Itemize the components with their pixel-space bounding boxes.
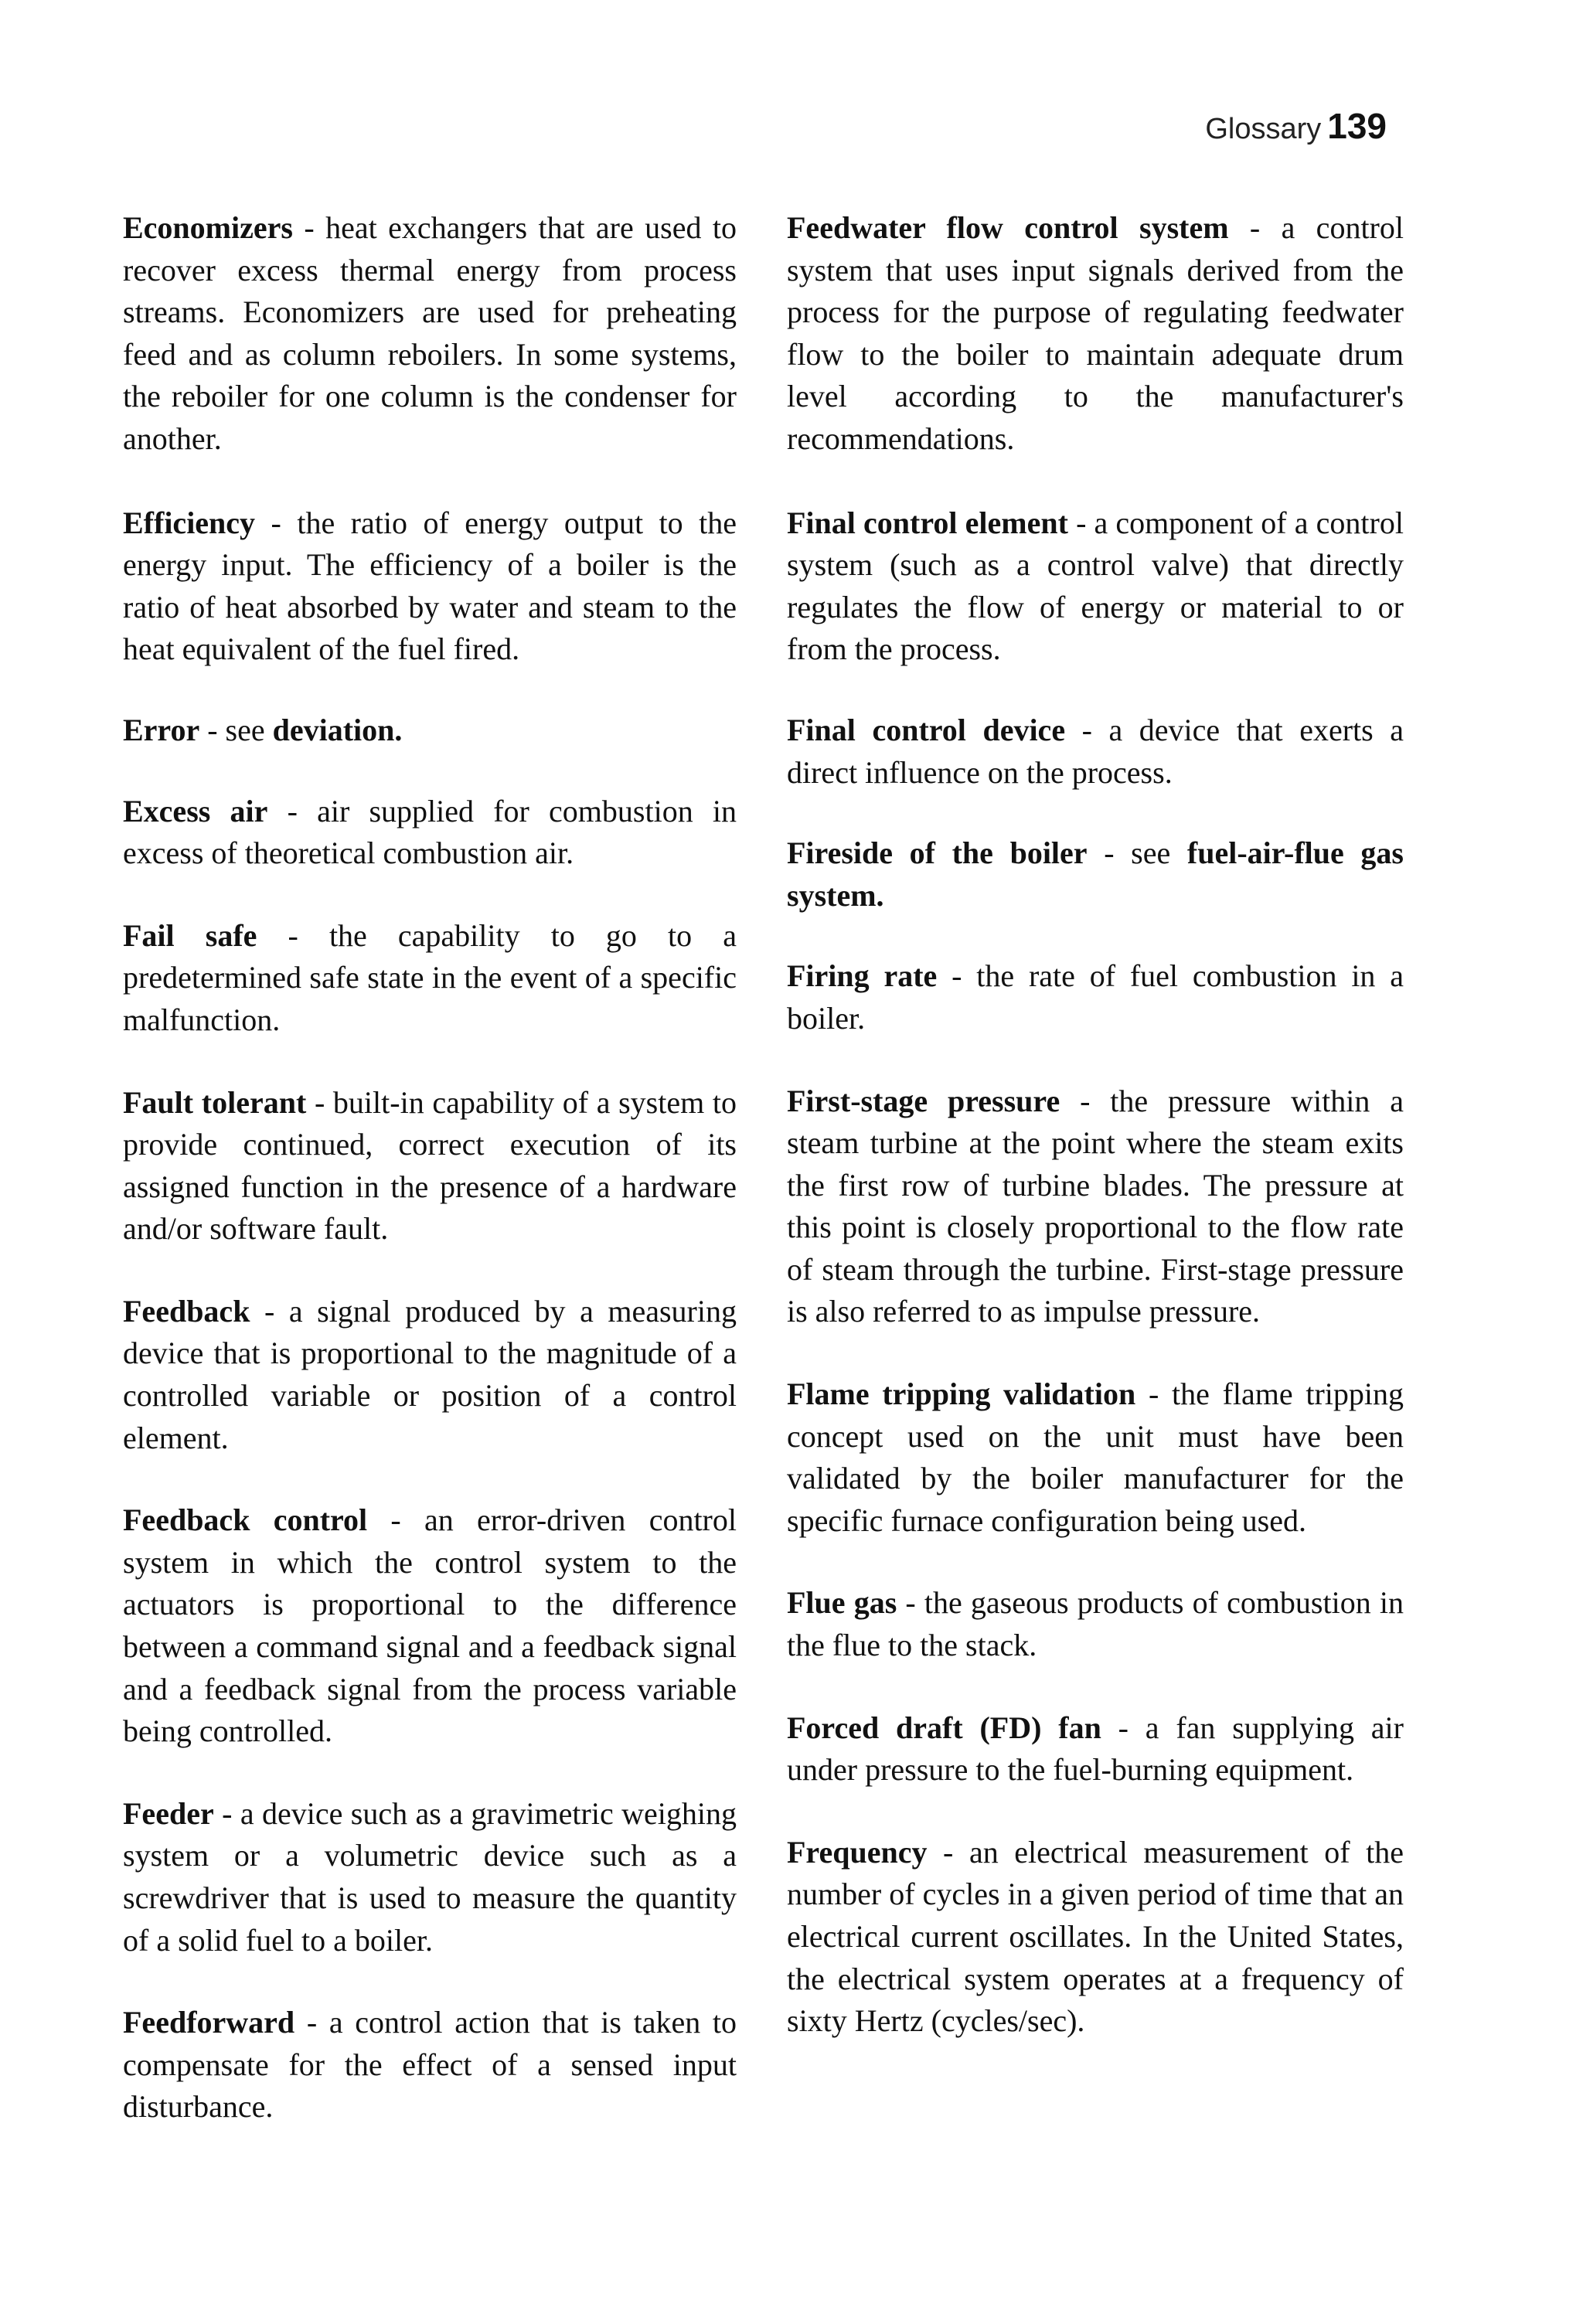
glossary-term: Error: [123, 712, 200, 747]
glossary-entry-efficiency: Efficiency - the ratio of energy output to the energy input. The efficiency of a boiler is the ratio of heat absorbed by water and steam to the heat equivalent of the fuel fired.: [123, 505, 737, 667]
glossary-definition: the flame tripping concept used on the unit must have been validated by the boiler manufacturer for the specific furnace configuration being used.: [787, 1376, 1404, 1538]
glossary-entry-feeder: Feeder - a device such as a gravimetric weighing system or a volumetric device such as a screwdriver that is used to measure the quantity of a solid fuel to a boiler.: [123, 1795, 737, 1958]
glossary-entry-forced-draft-fan: Forced draft (FD) fan - a fan supplying air under pressure to the fuel-burning equipment.: [787, 1710, 1404, 1788]
glossary-definition: the rate of fuel combustion in a boiler.: [787, 958, 1404, 1036]
glossary-term: Economizers: [123, 210, 293, 245]
glossary-definition: a device that exerts a direct influence on the process.: [787, 712, 1404, 790]
glossary-entry-final-control-device: Final control device - a device that exerts a direct influence on the process.: [787, 712, 1404, 790]
glossary-term: Frequency: [787, 1834, 928, 1870]
glossary-term: Excess air: [123, 793, 268, 829]
glossary-definition: a signal produced by a measuring device that is proportional to the magnitude of a controlled variable or position of a control element.: [123, 1293, 737, 1455]
glossary-definition: the pressure within a steam turbine at the point where the steam exits the first row of turbine blades. The pressure at this point is closely proportional to the flow rate of steam through the turbine. First-stage pressure is also referred to as impulse pressure.: [787, 1083, 1404, 1329]
glossary-definition: air supplied for combustion in excess of theoretical combustion air.: [123, 793, 737, 871]
glossary-term: Final control element: [787, 505, 1068, 540]
glossary-definition: an electrical measurement of the number of cycles in a given period of time that an electrical current oscillates. In the United States, the electrical system operates at a frequency of sixty Hertz (cycles/sec).: [787, 1834, 1404, 2039]
glossary-definition: a component of a control system (such as a control valve) that directly regulates the flow of energy or material to or from the process.: [787, 505, 1404, 667]
glossary-entry-feedback: Feedback - a signal produced by a measuring device that is proportional to the magnitude of a controlled variable or position of a control element.: [123, 1293, 737, 1455]
glossary-term: Flame tripping validation: [787, 1376, 1136, 1412]
glossary-term: Final control device: [787, 712, 1066, 747]
glossary-entry-feedforward: Feedforward - a control action that is taken to compensate for the effect of a sensed input disturbance.: [123, 2005, 737, 2125]
glossary-term: Feedback: [123, 1293, 250, 1329]
glossary-definition: built-in capability of a system to provide continued, correct execution of its assigned function in the presence of a hardware and/or software fault.: [123, 1084, 737, 1247]
glossary-entry-excess-air: Excess air - air supplied for combustion in excess of theoretical combustion air.: [123, 793, 737, 871]
glossary-term: Fireside of the boiler: [787, 835, 1088, 871]
glossary-definition: the gaseous products of combustion in the flue to the stack.: [787, 1585, 1404, 1663]
glossary-definition: see: [1131, 835, 1171, 871]
cross-reference: deviation.: [272, 712, 403, 747]
glossary-definition: a device such as a gravimetric weighing system or a volumetric device such as a screwdriver that is used to measure the quantity of a solid fuel to a boiler.: [123, 1795, 737, 1958]
glossary-definition: a control system that uses input signals derived from the process for the purpose of regulating feedwater flow to the boiler to maintain adequate drum level according to the manufacturer's recommendations.: [787, 210, 1404, 456]
glossary-term: Forced draft (FD) fan: [787, 1710, 1101, 1745]
glossary-definition: the ratio of energy output to the energy input. The efficiency of a boiler is the ratio of heat absorbed by water and steam to the heat equivalent of the fuel fired.: [123, 505, 737, 667]
right-column: [787, 207, 1404, 2043]
glossary-entry-error: Error - see deviation.: [123, 712, 403, 747]
glossary-entry-first-stage-pressure: First-stage pressure - the pressure within a steam turbine at the point where the steam exits the first row of turbine blades. The pressure at this point is closely proportional to the flow rate of steam through the turbine. First-stage pressure is also referred to as impulse pressure.: [787, 1083, 1404, 1329]
glossary-entry-fireside-of-the-boiler: Fireside of the boiler - see fuel-air-flue gas system.: [787, 835, 1404, 913]
glossary-entry-fail-safe: Fail safe - the capability to go to a predetermined safe state in the event of a specific malfunction.: [123, 917, 737, 1037]
glossary-term: Firing rate: [787, 958, 938, 994]
glossary-term: Feedback control: [123, 1502, 368, 1538]
glossary-entry-flame-tripping-validation: Flame tripping validation - the flame tripping concept used on the unit must have been validated by the boiler manufacturer for the specific furnace configuration being used.: [787, 1376, 1404, 1538]
left-column: [123, 207, 737, 2128]
glossary-entry-flue-gas: Flue gas - the gaseous products of combustion in the flue to the stack.: [787, 1585, 1404, 1663]
glossary-entry-frequency: Frequency - an electrical measurement of the number of cycles in a given period of time that an electrical current oscillates. In the United States, the electrical system operates at a frequency of sixty Hertz (cycles/sec).: [787, 1834, 1404, 2039]
glossary-term: Feedforward: [123, 2005, 295, 2040]
glossary-entry-economizers: Economizers - heat exchangers that are used to recover excess thermal energy from process streams. Economizers are used for preheating feed and as column reboilers. In some systems, the reboiler for one column is the condenser for another.: [123, 210, 737, 456]
glossary-definition: a fan supplying air under pressure to the fuel-burning equipment.: [787, 1710, 1404, 1788]
cross-reference: fuel-air-flue gas system.: [787, 835, 1404, 913]
running-header: [1205, 105, 1387, 147]
page-number: 139: [1327, 106, 1387, 146]
glossary-entry-final-control-element: Final control element - a component of a control system (such as a control valve) that directly regulates the flow of energy or material to or from the process.: [787, 505, 1404, 667]
glossary-term: Fail safe: [123, 917, 257, 953]
glossary-term: Fault tolerant: [123, 1084, 307, 1120]
glossary-term: First-stage pressure: [787, 1083, 1060, 1118]
glossary-entry-firing-rate: Firing rate - the rate of fuel combustion in a boiler.: [787, 958, 1404, 1036]
glossary-definition: a control action that is taken to compensate for the effect of a sensed input disturbance.: [123, 2005, 737, 2125]
glossary-term: Flue gas: [787, 1585, 897, 1621]
glossary-definition: an error-driven control system in which the control system to the actuators is proportional to the difference between a command signal and a feedback signal and a feedback signal from the process variable being controlled.: [123, 1502, 737, 1749]
glossary-definition: see: [225, 712, 265, 747]
glossary-term: Efficiency: [123, 505, 256, 540]
section-title: Glossary: [1205, 113, 1322, 145]
glossary-entry-feedback-control: Feedback control - an error-driven control system in which the control system to the actuators is proportional to the difference between a command signal and a feedback signal and a feedback signal from the process variable being controlled.: [123, 1502, 737, 1749]
glossary-entry-feedwater-flow-control-system: Feedwater flow control system - a control system that uses input signals derived from the process for the purpose of regulating feedwater flow to the boiler to maintain adequate drum level according to the manufacturer's recommendations.: [787, 210, 1404, 456]
glossary-definition: the capability to go to a predetermined safe state in the event of a specific malfunction.: [123, 917, 737, 1037]
glossary-entry-fault-tolerant: Fault tolerant - built-in capability of a system to provide continued, correct execution of its assigned function in the presence of a hardware and/or software fault.: [123, 1084, 737, 1247]
glossary-term: Feedwater flow control system: [787, 210, 1229, 245]
glossary-definition: heat exchangers that are used to recover excess thermal energy from process streams. Economizers are used for preheating feed and as column reboilers. In some systems, the reboiler for one column is the condenser for another.: [123, 210, 737, 456]
glossary-term: Feeder: [123, 1795, 214, 1831]
